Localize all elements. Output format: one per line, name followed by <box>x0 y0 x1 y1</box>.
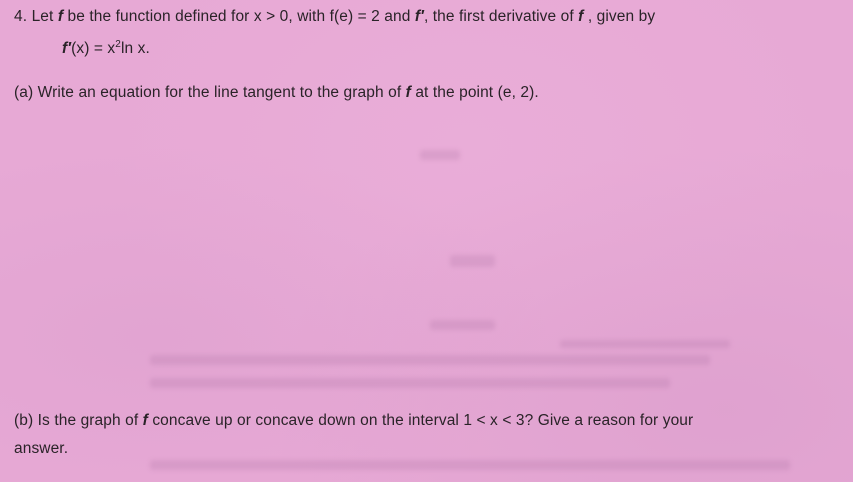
derivative-definition <box>62 36 150 58</box>
bleed-through-mark <box>420 150 460 160</box>
bleed-through-mark <box>150 378 670 388</box>
question-text: (a) Write an equation for the line tangent to the graph of <box>14 84 406 101</box>
derivative-symbol: f′ <box>414 8 424 25</box>
function-symbol: f <box>57 8 64 25</box>
bleed-through-mark <box>150 355 710 365</box>
statement-text: Let <box>31 8 58 25</box>
problem-statement-line-1 <box>14 8 655 26</box>
bleed-through-mark <box>430 320 495 330</box>
bleed-through-mark <box>450 255 495 267</box>
question-text: answer. <box>14 440 69 457</box>
derivative-symbol: f′ <box>62 40 72 58</box>
problem-number: 4. <box>14 8 28 25</box>
bleed-through-mark <box>560 340 730 348</box>
function-symbol: f <box>405 84 411 101</box>
formula-text: (x) = x <box>71 40 116 58</box>
bleed-through-mark <box>150 460 790 470</box>
function-symbol: f <box>142 412 148 429</box>
function-symbol: f <box>578 8 584 25</box>
formula-text: ln x. <box>120 40 150 58</box>
question-text: (b) Is the graph of <box>14 412 143 429</box>
part-a-question <box>14 84 539 102</box>
statement-text: be the function defined for x > 0, with f(e) = 2 and <box>63 8 415 25</box>
statement-text: , given by <box>583 8 656 25</box>
part-b-question-continued <box>14 440 68 458</box>
statement-text: , the first derivative of <box>423 8 579 25</box>
question-text: concave up or concave down on the interval 1 < x < 3? Give a reason for your <box>147 412 694 429</box>
question-text: at the point (e, 2). <box>410 84 539 101</box>
exponent: 2 <box>115 39 121 50</box>
part-b-question <box>14 412 693 430</box>
